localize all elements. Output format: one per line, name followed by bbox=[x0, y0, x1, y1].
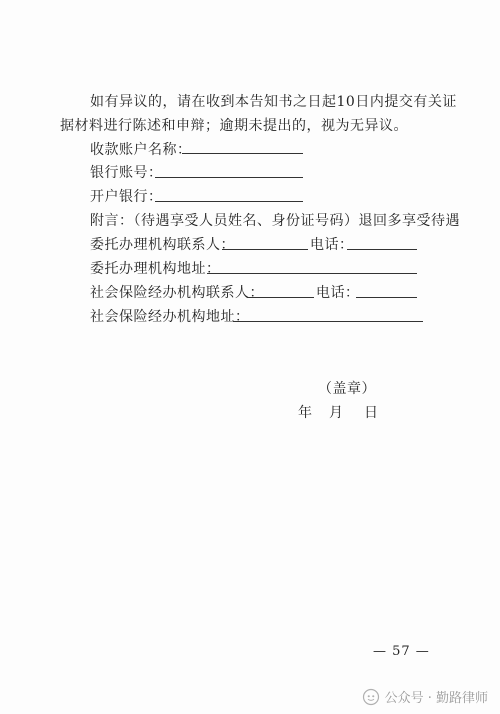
agency-contact-label: 委托办理机构联系人： bbox=[90, 237, 235, 253]
si-phone-label: 电话： bbox=[316, 285, 360, 301]
date-year: 年 bbox=[298, 405, 313, 421]
seal-label: （盖章） bbox=[318, 381, 376, 397]
bank-account-blank bbox=[155, 177, 303, 178]
bank-label: 开户银行： bbox=[90, 189, 163, 205]
agency-address-label: 委托办理机构地址： bbox=[90, 261, 221, 277]
account-name-label: 收款账户名称： bbox=[90, 142, 192, 158]
agency-phone-blank bbox=[347, 249, 417, 250]
page-number: — 57 — bbox=[373, 644, 430, 659]
bank-account-label: 银行账号： bbox=[90, 165, 163, 181]
si-contact-blank bbox=[247, 297, 314, 298]
account-name-blank bbox=[182, 153, 303, 154]
bank-blank bbox=[155, 201, 303, 202]
agency-address-blank bbox=[207, 273, 417, 274]
si-address-label: 社会保险经办机构地址： bbox=[90, 309, 250, 325]
si-phone-blank bbox=[356, 297, 417, 298]
agency-phone-label: 电话： bbox=[310, 237, 354, 253]
date-month: 月 bbox=[329, 405, 344, 421]
agency-contact-blank bbox=[222, 249, 308, 250]
postscript-line: 附言：（待遇享受人员姓名、身份证号码）退回多享受待遇 bbox=[90, 213, 460, 229]
si-contact-label: 社会保险经办机构联系人： bbox=[90, 285, 264, 301]
wechat-icon bbox=[362, 688, 380, 706]
paragraph-line-1: 如有异议的，请在收到本告知书之日起10日内提交有关证 bbox=[90, 94, 457, 110]
watermark-text: 公众号 · 勤路律师 bbox=[384, 691, 488, 706]
si-address-blank bbox=[233, 321, 423, 322]
watermark bbox=[362, 687, 488, 706]
date-day: 日 bbox=[364, 405, 379, 421]
paragraph-line-2: 据材料进行陈述和申辩；逾期未提出的，视为无异议。 bbox=[60, 118, 408, 134]
